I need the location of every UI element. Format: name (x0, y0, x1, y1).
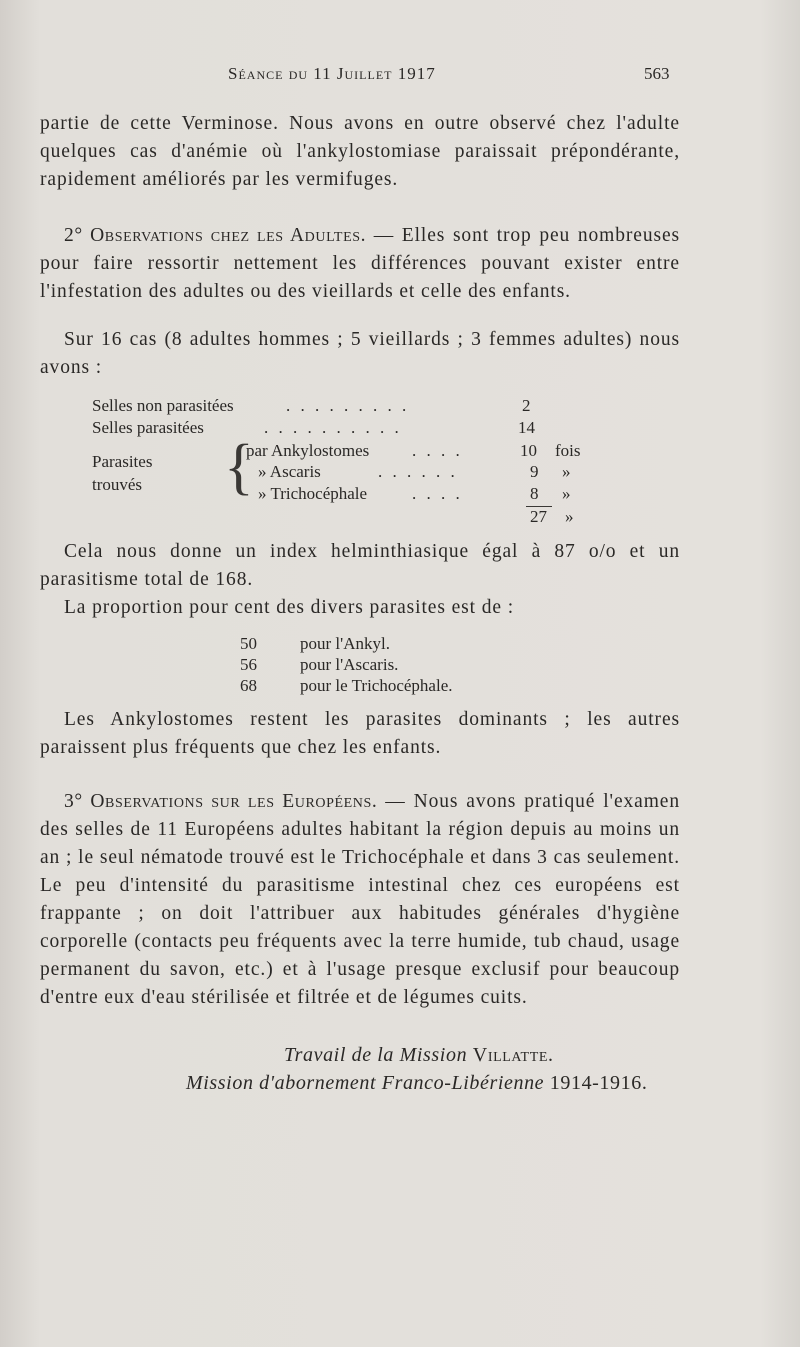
signature-name: Villatte. (472, 1044, 554, 1066)
signature-line-1 (284, 1044, 554, 1067)
leader-dots: . . . . . . . . . . (264, 418, 402, 437)
table-row-label: pour le Trichocéphale. (300, 676, 453, 695)
leader-dots: . . . . . . . . . (286, 396, 410, 415)
table-cell-value: 50 (240, 634, 257, 653)
table-row-label: Selles non parasitées (92, 396, 234, 415)
paragraph-adultes (40, 222, 680, 306)
page-header (0, 64, 800, 90)
table-cell-unit: fois (555, 441, 581, 460)
paragraph-cases: Sur 16 cas (8 adultes hommes ; 5 vieillards ; 3 femmes adultes) nous avons : (40, 329, 680, 378)
table-sub-label: par Ankylostomes (246, 441, 370, 460)
paragraph-verminose: partie de cette Verminose. Nous avons en outre observé chez l'adulte quelques cas d'anémie où l'ankylostomiase paraissait prépondérante, rapidement améliorés par les vermifuges. (40, 113, 680, 190)
signature-years: 1914-1916. (549, 1072, 648, 1094)
signature-mission: Mission d'abornement Franco-Libérienne (186, 1072, 545, 1094)
paragraph-europeens-body: — Nous avons pratiqué l'examen des selles de 11 Européens adultes habitant la région depuis au moins un an ; le seul nématode trouvé est le Trichocéphale et dans 3 cas seulement. Le peu d'intensité du parasitisme intestinal chez ces européens est frappante ; on doit l'attribuer aux habitudes générales d'hygiène corporelle (contacts peu fréquents avec la terre humide, tub chaud, usage permanent du savon, etc.) et à l'usage presque exclusif pour beaucoup d'entre eux d'eau stérilisée et filtrée et de légumes cuits. (40, 791, 680, 1008)
paragraph-proportion: La proportion pour cent des divers parasites est de : (64, 597, 515, 618)
leader-dots: . . . . . . (378, 462, 458, 481)
paragraph-dominants: Les Ankylostomes restent les parasites dominants ; les autres paraissent plus fréquents que chez les enfants. (40, 709, 680, 758)
paragraph-adultes-body: — Elles sont trop peu nombreuses pour faire ressortir nettement les différences pouvant exister entre l'infestation des adultes ou des vieillards et celle des enfants. (40, 225, 681, 302)
brace-symbol: { (224, 433, 254, 501)
table-cell-value: 8 (530, 484, 539, 503)
table-total-value: 27 (530, 507, 547, 526)
table-row-label: pour l'Ankyl. (300, 634, 390, 653)
leader-dots: . . . . (412, 441, 463, 460)
table-cell-unit: » (562, 462, 571, 481)
signature-line-2 (186, 1072, 647, 1095)
table-sub-label: » Ascaris (258, 462, 321, 481)
table-sub-label: » Trichocéphale (258, 484, 368, 503)
table-cell-value: 14 (518, 418, 535, 437)
table-row-label: Selles parasitées (92, 418, 204, 437)
running-head: Séance du 11 Juillet 1917 (228, 64, 436, 83)
table-cell-unit: » (562, 484, 571, 503)
paragraph-index: Cela nous donne un index helminthiasique égal à 87 o/o et un parasitisme total de 168. (40, 541, 680, 590)
table-group-label: Parasites (92, 452, 153, 471)
section-heading-europeens: 3° Observations sur les Européens. (64, 791, 378, 812)
table-group-label: trouvés (92, 475, 143, 494)
signature-work: Travail de la Mission (284, 1044, 468, 1066)
section-heading-adultes: 2° Observations chez les Adultes. (64, 225, 367, 246)
leader-dots: . . . . (412, 484, 463, 503)
table-cell-value: 68 (240, 676, 257, 695)
table-cell-value: 10 (520, 441, 537, 460)
table-row-label: pour l'Ascaris. (300, 655, 399, 674)
table-cell-value: 2 (522, 396, 531, 415)
page-number: 563 (644, 64, 670, 83)
paragraph-europeens (40, 788, 680, 1012)
table-cell-value: 56 (240, 655, 257, 674)
table-cell-value: 9 (530, 462, 539, 481)
table-total-unit: » (565, 507, 574, 526)
